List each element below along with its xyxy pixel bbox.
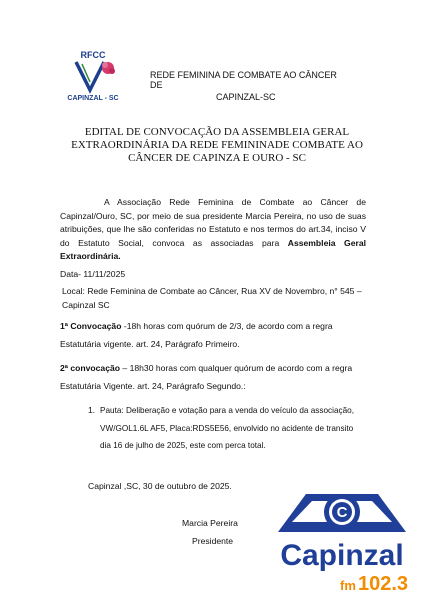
fm-text: fm [340,578,356,593]
logo-city: CAPINZAL - SC [67,95,119,102]
title-line-1: EDITAL DE CONVOCAÇÃO DA ASSEMBLEIA GERAL [84,126,350,138]
local-line: Local: Rede Feminina de Combate ao Câncer, Rua XV de Novembro, n° 545 – Capinzal SC [62,286,362,310]
capinzal-fm-logo [262,486,422,598]
convocation-1-label: 1ª Convocação [60,321,122,331]
signature-role: Presidente [192,536,234,546]
place-date: Capinzal ,SC, 30 de outubro de 2025. [88,481,232,491]
title-line-3: CÂNCER DE CAPINZA E OURO - SC [128,152,306,164]
intro-bold: Assembleia Geral Extraordinária. [60,237,367,261]
rfcc-logo [60,48,126,104]
signature-name: Marcia Pereira [182,518,238,528]
org-name: REDE FEMININA DE COMBATE AO CÂNCER DE [150,70,337,90]
title-line-2: EXTRAORDINÁRIA DA REDE FEMININADE COMBATE AO [71,139,363,151]
agenda-line-3: dia 16 de julho de 2025, este com perca total. [100,441,266,450]
logo-acronym: RFCC [80,50,106,60]
agenda-line-1: Pauta: Deliberação e votação para a venda do veículo da associação, [100,406,354,415]
intro-paragraph [60,196,366,264]
agenda-number: 1. [88,405,96,415]
agenda-line-2: VW/GOL1.6L AF5, Placa:RDS5E56, envolvido no acidente de transito [100,423,354,433]
svg-text:C: C [336,504,348,521]
date-line: Data- 11/11/2025 [60,269,126,279]
intro-text: A Associação Rede Feminina de Combate ao Câncer de Capinzal/Ouro, SC, por meio de sua presidente Marcia Pereira, no uso de suas atribuições, que lhe são conferidas no Estatuto e nos termos do art.34, inciso V do Estatuto Social, convoca as associadas para [60,197,366,248]
convocation-2 [60,362,366,376]
document-title [52,126,382,165]
frequency-text: 102.3 [358,573,409,595]
convocation-2-label: 2ª convocação [60,363,121,373]
org-city: CAPINZAL-SC [216,92,276,102]
brand-text: Capinzal [280,539,404,572]
agenda-item [100,404,376,453]
convocation-1 [60,320,366,334]
convocation-1-text: -18h horas com quórum de 2/3, de acordo com a regra [121,321,333,331]
convocation-2-text: – 18h30 horas com qualquer quórum de acordo com a regra [120,363,353,373]
convocation-2-rule: Estatutária Vigente. art. 24, Parágrafo Segundo.: [60,381,246,391]
convocation-1-rule: Estatutária vigente. art. 24, Parágrafo Primeiro. [60,339,240,349]
